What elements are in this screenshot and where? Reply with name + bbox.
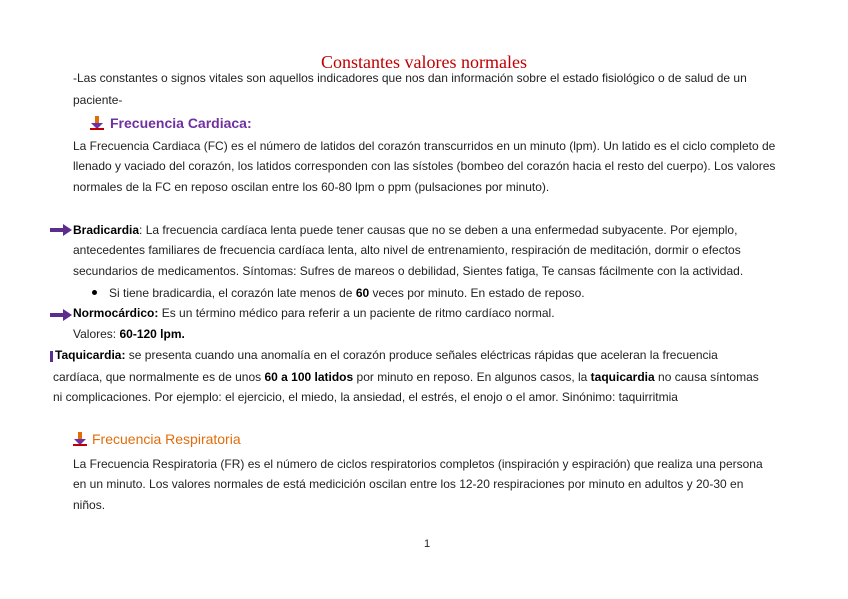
- page-title: Constantes valores normales: [321, 52, 527, 72]
- normocardico-values: [73, 324, 185, 344]
- fc-line-3: normales de la FC en reposo oscilan entre los 60-80 lpm o ppm (pulsaciones por minuto).: [73, 180, 550, 194]
- taquicardia-line-2: [53, 367, 759, 387]
- normocardico-text: Es un término médico para referir a un paciente de ritmo cardíaco normal.: [158, 306, 555, 320]
- normocardico-line: [73, 303, 555, 323]
- taquicardia-line-3: ni complicaciones. Por ejemplo: el ejercicio, el miedo, la ansiedad, el estrés, el enojo o el amor. Sinónimo: taquirritmia: [53, 390, 678, 404]
- intro-line-2: paciente-: [73, 93, 123, 107]
- bullet-marker-icon: [73, 432, 87, 446]
- fc-heading: Frecuencia Cardiaca:: [110, 115, 252, 131]
- values-bold: 60-120 lpm.: [119, 327, 185, 341]
- taquicardia-line-2-pre: cardíaca, que normalmente es de unos: [53, 370, 265, 384]
- taquicardia-bold-2: taquicardia: [590, 370, 655, 384]
- taquicardia-line-1: [55, 345, 718, 365]
- normocardico-term: Normocárdico:: [73, 306, 159, 320]
- fr-line-3: niños.: [73, 498, 106, 512]
- bradicardia-line-3: secundarios de medicamentos. Síntomas: Sufres de mareos o debilidad, Sientes fatiga, Te cansas fácilmente con la actividad.: [73, 264, 744, 278]
- fc-line-2: llenado y vaciado del corazón, los latidos corresponden con las sístoles (bombeo del corazón hacia el resto del cuerpo). Los valores: [73, 159, 776, 173]
- taquicardia-line-2-mid: por minuto en reposo. En algunos casos, la: [353, 370, 591, 384]
- bradicardia-bullet: [109, 283, 585, 303]
- values-label: Valores:: [73, 327, 120, 341]
- bar-marker-icon: [50, 349, 53, 367]
- bradicardia-bullet-pre: Si tiene bradicardia, el corazón late menos de: [109, 286, 356, 300]
- fr-heading: Frecuencia Respiratoria: [92, 431, 241, 447]
- intro-line-1: -Las constantes o signos vitales son aquellos indicadores que nos dan información sobre el estado fisiológico o de salud de un: [73, 71, 747, 85]
- arrow-right-icon: [50, 223, 72, 241]
- taquicardia-term: Taquicardia:: [55, 348, 126, 362]
- bradicardia-line-2: antecedentes familiares de frecuencia cardíaca lenta, alto nivel de entrenamiento, respiración de meditación, dormir o efectos: [73, 243, 741, 257]
- bradicardia-term: Bradicardia: [73, 223, 140, 237]
- bradicardia-line-1-text: : La frecuencia cardíaca lenta puede tener causas que no se deben a una enfermedad subyacente. Por ejemplo,: [139, 223, 738, 237]
- taquicardia-bold-1: 60 a 100 latidos: [264, 370, 354, 384]
- arrow-right-icon: [50, 308, 72, 326]
- bullet-dot-icon: [92, 290, 97, 295]
- bullet-marker-icon: [90, 116, 104, 130]
- taquicardia-line-2-post: no causa síntomas: [654, 370, 759, 384]
- fr-line-2: en un minuto. Los valores normales de está medicición oscilan entre los 12-20 respiraciones por minuto en adultos y 20-30 en: [73, 477, 744, 491]
- taquicardia-line-1-text: se presenta cuando una anomalía en el corazón produce señales eléctricas rápidas que aceleran la frecuencia: [125, 348, 718, 362]
- bradicardia-bullet-post: veces por minuto. En estado de reposo.: [369, 286, 585, 300]
- page-number: 1: [424, 538, 431, 550]
- bradicardia-bullet-bold: 60: [355, 286, 370, 300]
- bradicardia-line-1: [73, 220, 737, 240]
- fr-line-1: La Frecuencia Respiratoria (FR) es el número de ciclos respiratorios completos (inspiración y espiración) que realiza una persona: [73, 457, 763, 471]
- fc-line-1: La Frecuencia Cardiaca (FC) es el número de latidos del corazón transcurridos en un minuto (lpm). Un latido es el ciclo completo de: [73, 139, 776, 153]
